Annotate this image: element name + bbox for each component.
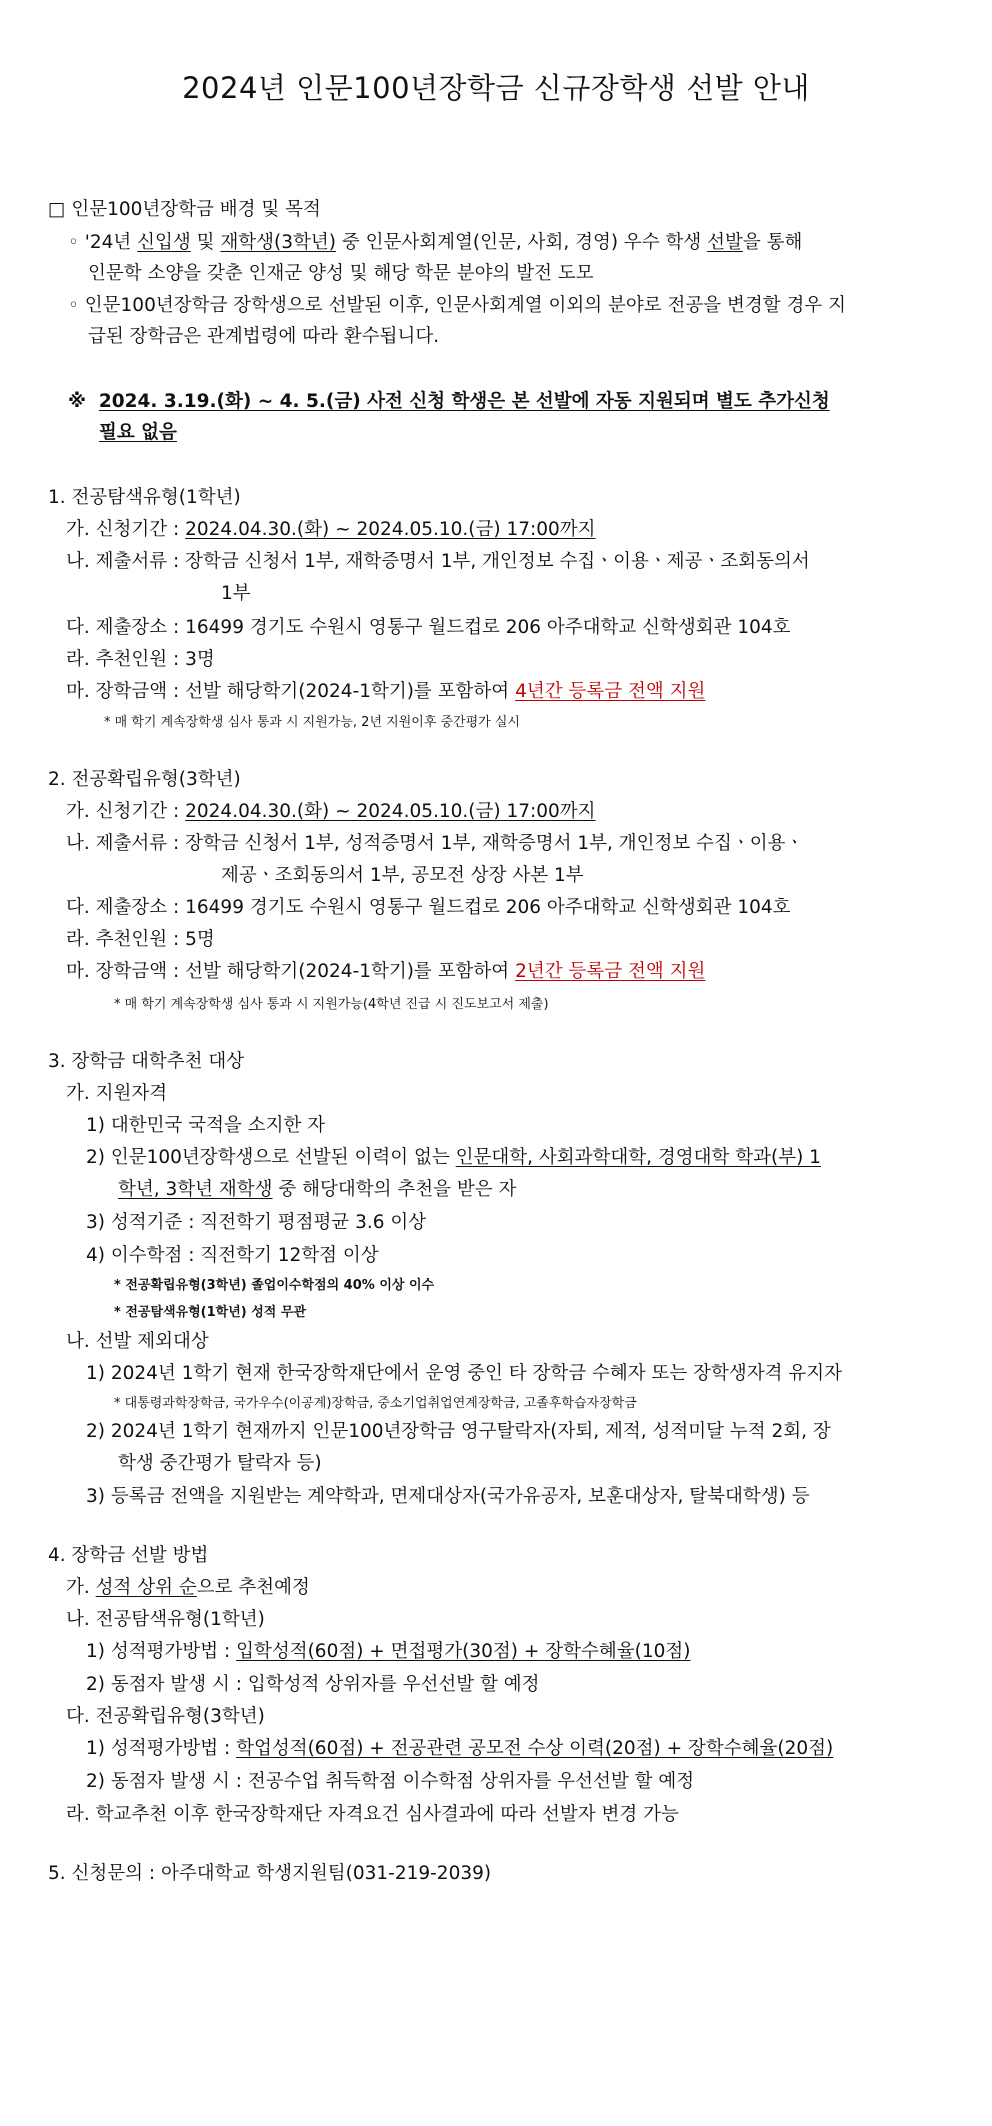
notice-line-2: 필요 없음 [99,422,177,443]
qualification-4-note-1: * 전공확립유형(3학년) 졸업이수학점의 40% 이상 이수 [114,1278,435,1293]
field-label: 마. 장학금액 : [66,961,180,982]
underlined-text: 인문대학, 사회과학대학, 경영대학 학과(부) 1 [455,1147,821,1168]
background-bullet-1-line-2: 인문학 소양을 갖춘 인재군 양성 및 해당 학문 분야의 발전 도모 [88,263,594,284]
section3-heading: 3. 장학금 대학추천 대상 [48,1051,245,1072]
section2-heading: 2. 전공확립유형(3학년) [48,769,241,790]
text-fragment: 중 해당대학의 추천을 받은 자 [272,1179,517,1200]
underlined-text: 재학생(3학년) [220,232,336,253]
field-label: 나. 제출서류 : [66,551,180,572]
section2-amount-note: * 매 학기 계속장학생 심사 통과 시 지원가능(4학년 진급 시 진도보고서 제출) [114,997,549,1012]
text-fragment: 을 통해 [742,232,803,253]
text-fragment: ◦ '24년 [68,232,138,253]
field-label: 나. 제출서류 : [66,833,180,854]
field-label: 라. 추천인원 : [66,929,180,950]
text-fragment: 및 [190,232,221,253]
exclusion-1-note: * 대통령과학장학금, 국가우수(이공계)장학금, 중소기업취업연계장학금, 고졸후학습자장학금 [114,1396,637,1411]
section1-amount [66,680,705,704]
field-label: 1) 성적평가방법 : [86,1738,237,1759]
field-label: 1) 성적평가방법 : [86,1641,237,1662]
selection-d: 라. 학교추천 이후 한국장학재단 자격요건 심사결과에 따라 선발자 변경 가능 [66,1804,679,1825]
field-value: 장학금 신청서 1부, 성적증명서 1부, 재학증명서 1부, 개인정보 수집ㆍ이용ㆍ [185,833,804,854]
field-label: 가. 신청기간 : [66,801,180,822]
highlight-text: 4년간 등록금 전액 지원 [515,681,706,702]
text-fragment: 중 인문사회계열(인문, 사회, 경영) 우수 학생 [336,232,708,253]
field-value: 학업성적(60점) + 전공관련 공모전 수상 이력(20점) + 장학수혜율(20점) [236,1738,834,1759]
qualification-4: 4) 이수학점 : 직전학기 12학점 이상 [86,1245,379,1266]
section2-place [66,896,791,920]
qualification-2-line-2 [118,1178,516,1202]
section2-count [66,928,215,952]
field-value: 16499 경기도 수원시 영통구 월드컵로 206 아주대학교 신학생회관 104호 [185,897,791,918]
section1-heading: 1. 전공탐색유형(1학년) [48,487,241,508]
section2-docs [66,832,803,856]
qualification-2 [86,1146,821,1170]
exclusion-2: 2) 2024년 1학기 현재까지 인문100년장학금 영구탈락자(자퇴, 제적, 성적미달 누적 2회, 장 [86,1421,831,1442]
section1-place [66,616,791,640]
section2-period [66,800,596,824]
field-label: 가. 신청기간 : [66,519,180,540]
field-value: 장학금 신청서 1부, 재학증명서 1부, 개인정보 수집ㆍ이용ㆍ제공ㆍ조회동의서 [185,551,810,572]
field-label: 라. 추천인원 : [66,649,180,670]
text-fragment: 으로 추천예정 [196,1577,310,1598]
contact-value: : 아주대학교 학생지원팀(031-219-2039) [143,1863,492,1884]
field-value: 2024.04.30.(화) ~ 2024.05.10.(금) 17:00까지 [185,519,596,540]
section1-period [66,518,596,542]
exclusion-heading: 나. 선발 제외대상 [66,1331,209,1352]
field-value: 선발 해당학기(2024-1학기)를 포함하여 [185,961,516,982]
field-label: 다. 제출장소 : [66,897,180,918]
field-label: 다. 제출장소 : [66,617,180,638]
section2-docs-line-2: 제공ㆍ조회동의서 1부, 공모전 상장 사본 1부 [221,865,584,886]
field-value: 선발 해당학기(2024-1학기)를 포함하여 [185,681,516,702]
contact-heading: 5. 신청문의 [48,1863,144,1884]
underlined-text: 학년, 3학년 재학생 [118,1179,273,1200]
notice-text: 2024. 3.19.(화) ~ 4. 5.(금) 사전 신청 학생은 본 선발에 자동 지원되며 별도 추가신청 [98,391,830,412]
qualification-4-note-2: * 전공탐색유형(1학년) 성적 무관 [114,1305,307,1320]
section4-heading: 4. 장학금 선발 방법 [48,1545,209,1566]
field-value: 5명 [185,929,215,950]
field-value: 3명 [185,649,215,670]
field-label: 마. 장학금액 : [66,681,180,702]
selection-b-2: 2) 동점자 발생 시 : 입학성적 상위자를 우선선발 할 예정 [86,1674,540,1695]
notice-line [68,390,830,414]
background-bullet-2: ◦ 인문100년장학금 장학생으로 선발된 이후, 인문사회계열 이외의 분야로 전공을 변경할 경우 지 [68,295,847,316]
field-value: 16499 경기도 수원시 영통구 월드컵로 206 아주대학교 신학생회관 104호 [185,617,791,638]
background-bullet-2-line-2: 급된 장학금은 관계법령에 따라 환수됩니다. [88,326,440,347]
text-fragment: 가. [66,1577,96,1598]
field-value: 입학성적(60점) + 면접평가(30점) + 장학수혜율(10점) [236,1641,691,1662]
exclusion-2-line-2: 학생 중간평가 탈락자 등) [118,1453,322,1474]
exclusion-1: 1) 2024년 1학기 현재 한국장학재단에서 운영 중인 타 장학금 수혜자 또는 장학생자격 유지자 [86,1363,843,1384]
qualification-3: 3) 성적기준 : 직전학기 평점평균 3.6 이상 [86,1212,427,1233]
text-fragment: 2) 인문100년장학생으로 선발된 이력이 없는 [86,1147,456,1168]
section1-count [66,648,215,672]
qualification-1: 1) 대한민국 국적을 소지한 자 [86,1115,326,1136]
selection-b-heading: 나. 전공탐색유형(1학년) [66,1609,265,1630]
selection-a [66,1576,310,1600]
contact-line [48,1862,491,1886]
selection-c-2: 2) 동점자 발생 시 : 전공수업 취득학점 이수학점 상위자를 우선선발 할 예정 [86,1771,695,1792]
section1-docs-line-2: 1부 [221,583,251,604]
underlined-text: 선발 [707,232,743,253]
background-bullet-1 [68,231,802,255]
section1-amount-note: * 매 학기 계속장학생 심사 통과 시 지원가능, 2년 지원이후 중간평가 실시 [104,715,520,730]
notice-mark: ※ [68,391,86,412]
selection-b-1 [86,1640,690,1664]
underlined-text: 신입생 [137,232,191,253]
qualification-heading: 가. 지원자격 [66,1083,168,1104]
selection-c-1 [86,1737,833,1761]
document-title: 2024년 인문100년장학금 신규장학생 선발 안내 [182,71,810,105]
exclusion-3: 3) 등록금 전액을 지원받는 계약학과, 면제대상자(국가유공자, 보훈대상자, 탈북대학생) 등 [86,1486,810,1507]
underlined-text: 성적 상위 순 [95,1577,197,1598]
highlight-text: 2년간 등록금 전액 지원 [515,961,706,982]
field-value: 2024.04.30.(화) ~ 2024.05.10.(금) 17:00까지 [185,801,596,822]
background-heading: □ 인문100년장학금 배경 및 목적 [48,199,321,220]
selection-c-heading: 다. 전공확립유형(3학년) [66,1706,265,1727]
section1-docs [66,550,810,574]
section2-amount [66,960,705,984]
